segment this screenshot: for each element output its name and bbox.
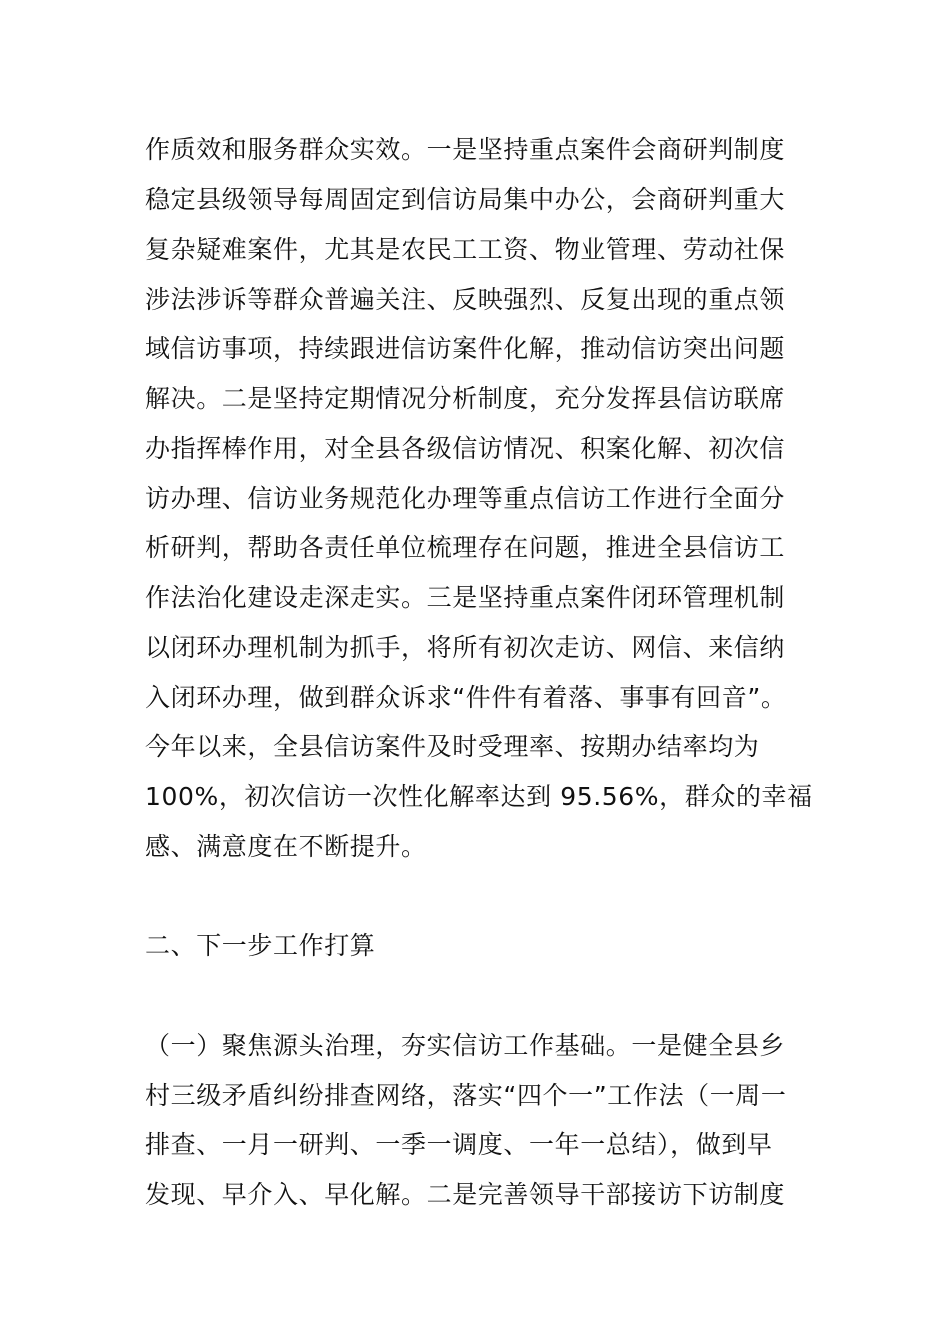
text-line: （一）聚焦源头治理，夯实信访工作基础。一是健全县乡	[145, 1031, 786, 1060]
text-line: 以闭环办理机制为抓手，将所有初次走访、网信、来信纳	[145, 633, 786, 662]
text-line: 今年以来，全县信访案件及时受理率、按期办结率均为	[145, 732, 760, 761]
text-line: 访办理、信访业务规范化办理等重点信访工作进行全面分	[145, 484, 786, 513]
text-line: 办指挥棒作用，对全县各级信访情况、积案化解、初次信	[145, 434, 786, 463]
text-line: 排查、一月一研判、一季一调度、一年一总结），做到早	[145, 1130, 773, 1159]
text-line: 涉法涉诉等群众普遍关注、反映强烈、反复出现的重点领	[145, 285, 786, 314]
text-line: 析研判，帮助各责任单位梳理存在问题，推进全县信访工	[145, 533, 786, 562]
text-line: 作法治化建设走深走实。三是坚持重点案件闭环管理机制	[145, 583, 786, 612]
text-line: 解决。二是坚持定期情况分析制度，充分发挥县信访联席	[145, 384, 786, 413]
text-line: 域信访事项，持续跟进信访案件化解，推动信访突出问题	[145, 334, 786, 363]
text-line: 稳定县级领导每周固定到信访局集中办公，会商研判重大	[145, 185, 786, 214]
text-line: 发现、早介入、早化解。二是完善领导干部接访下访制度	[145, 1180, 786, 1209]
text-line: 村三级矛盾纠纷排查网络，落实“四个一”工作法（一周一	[145, 1081, 787, 1110]
text-line: 作质效和服务群众实效。一是坚持重点案件会商研判制度	[145, 135, 786, 164]
section-heading: 二、下一步工作打算	[145, 931, 376, 960]
text-line: 入闭环办理，做到群众诉求“件件有着落、事事有回音”。	[145, 683, 787, 712]
text-line: 100%，初次信访一次性化解率达到 95.56%，群众的幸福	[145, 782, 813, 811]
text-line: 感、满意度在不断提升。	[145, 832, 427, 861]
text-line: 复杂疑难案件，尤其是农民工工资、物业管理、劳动社保	[145, 235, 786, 264]
